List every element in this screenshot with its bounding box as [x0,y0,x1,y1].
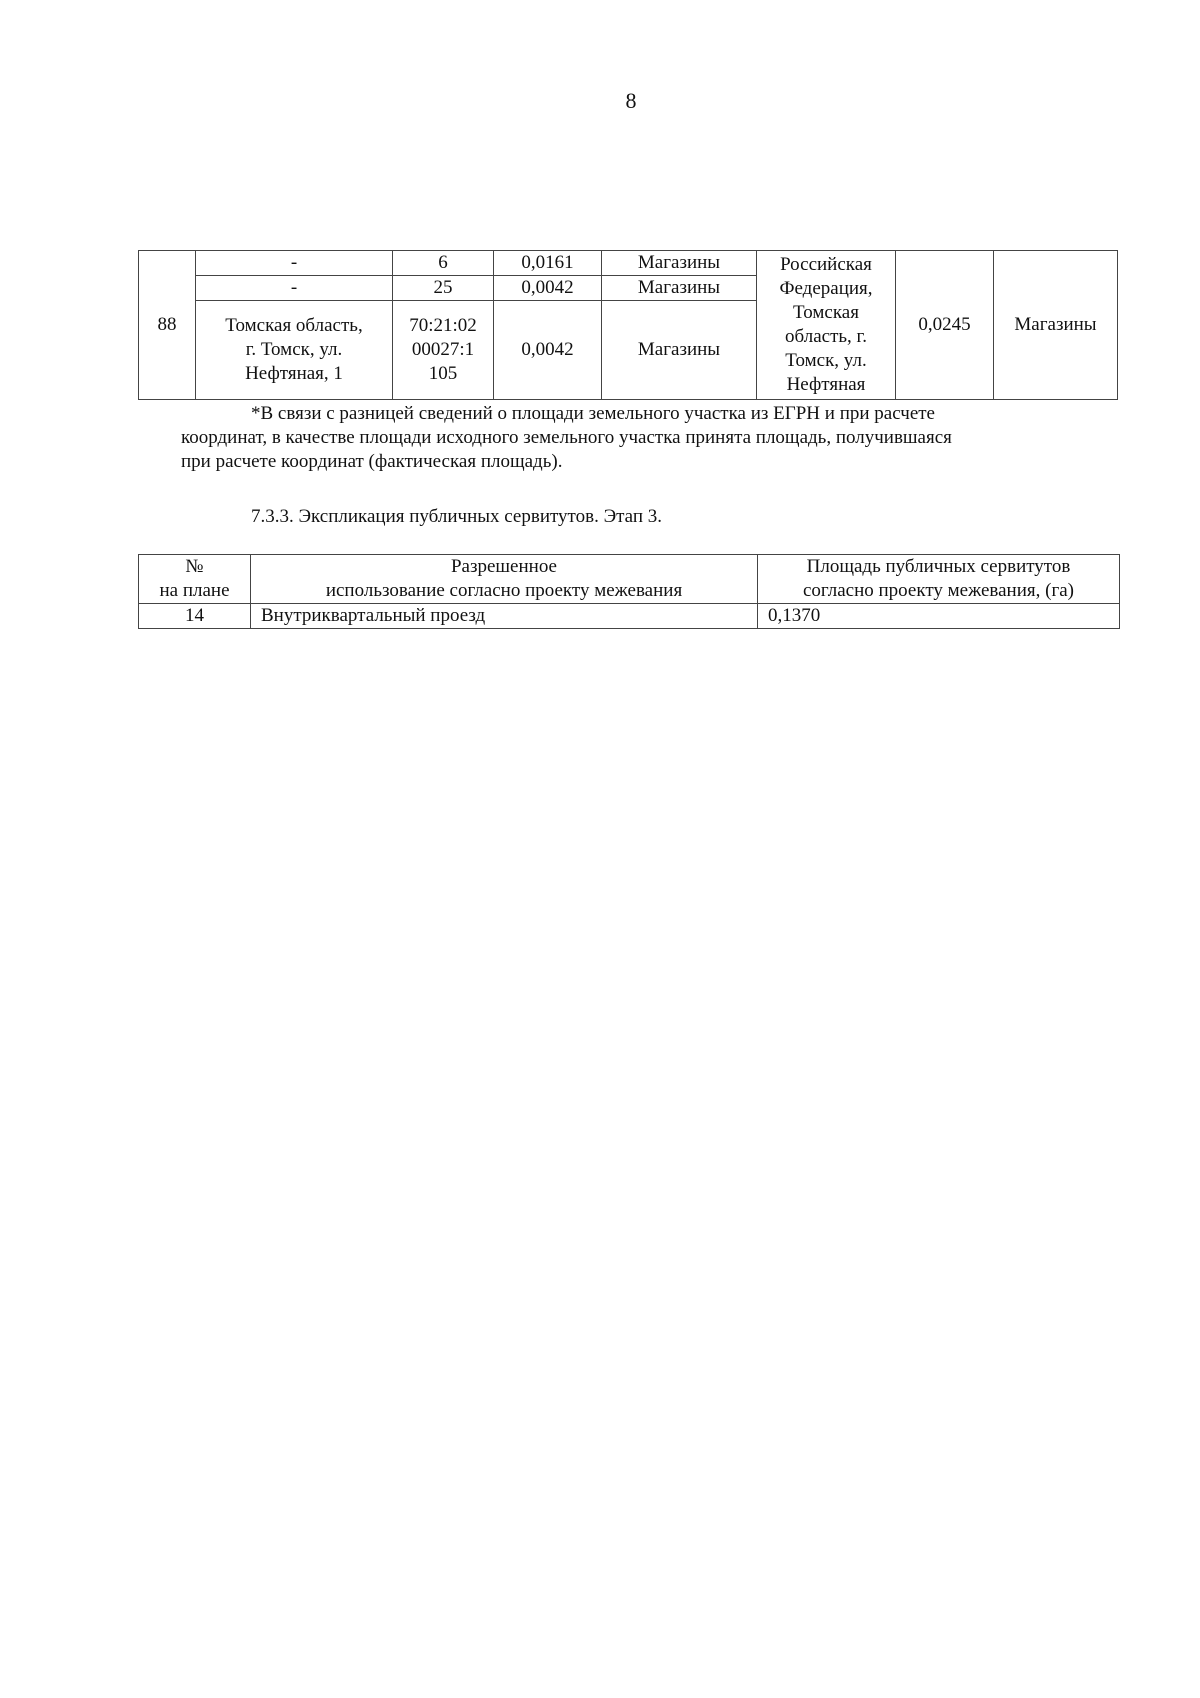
row-number-cell: 88 [139,251,196,400]
header-line: на плане [159,580,230,601]
use-cell: Магазины [602,251,757,276]
area-cell: 0,0042 [494,301,602,400]
table-header-row [139,555,1120,604]
footnote-line: при расчете координат (фактическая площадь). [181,451,563,472]
header-line: согласно проекту межевания, (га) [802,580,1075,601]
address-line: Нефтяная, 1 [245,363,343,384]
header-area [758,555,1120,604]
owner-line: Российская [780,254,872,275]
total-use-cell: Магазины [994,251,1118,400]
servitude-table [138,554,1120,629]
header-use [251,555,758,604]
header-line: использование согласно проекту межевания [325,580,683,601]
address-line: Томская область, [225,315,363,336]
page-number: 8 [625,88,637,113]
owner-line: Томская [793,302,859,323]
cadastral-line: 00027:1 [411,339,475,360]
address-cell: - [196,276,393,301]
footnote [181,402,1081,474]
cadastral-number-cell [393,301,494,400]
servitude-use-cell: Внутриквартальный проезд [251,604,758,629]
area-cell: 0,0042 [494,276,602,301]
table-row [139,604,1120,629]
header-line: Площадь публичных сервитутов [806,556,1071,577]
total-area-cell: 0,0245 [896,251,994,400]
owner-line: область, г. [785,326,867,347]
cadastral-line: 70:21:02 [409,315,477,336]
owner-line: Федерация, [779,278,873,299]
footnote-line: *В связи с разницей сведений о площади земельного участка из ЕГРН и при расчете [251,403,935,424]
cadastral-line: 105 [428,363,458,384]
header-line: № [185,556,204,577]
footnote-line: координат, в качестве площади исходного земельного участка принята площадь, получившаяся [181,427,952,448]
address-cell [196,301,393,400]
servitude-number-cell: 14 [139,604,251,629]
area-cell: 0,0161 [494,251,602,276]
header-number [139,555,251,604]
land-plots-table [138,250,1118,400]
section-heading: 7.3.3. Экспликация публичных сервитутов. Этап 3. [251,506,662,527]
plot-number-cell: 25 [393,276,494,301]
owner-cell [757,251,896,400]
header-line: Разрешенное [450,556,557,577]
plot-number-cell: 6 [393,251,494,276]
owner-line: Нефтяная [786,374,866,395]
table-row [139,251,1118,276]
address-line: г. Томск, ул. [245,339,343,360]
address-cell: - [196,251,393,276]
use-cell: Магазины [602,276,757,301]
servitude-area-cell: 0,1370 [758,604,1120,629]
owner-line: Томск, ул. [785,350,867,371]
use-cell: Магазины [602,301,757,400]
